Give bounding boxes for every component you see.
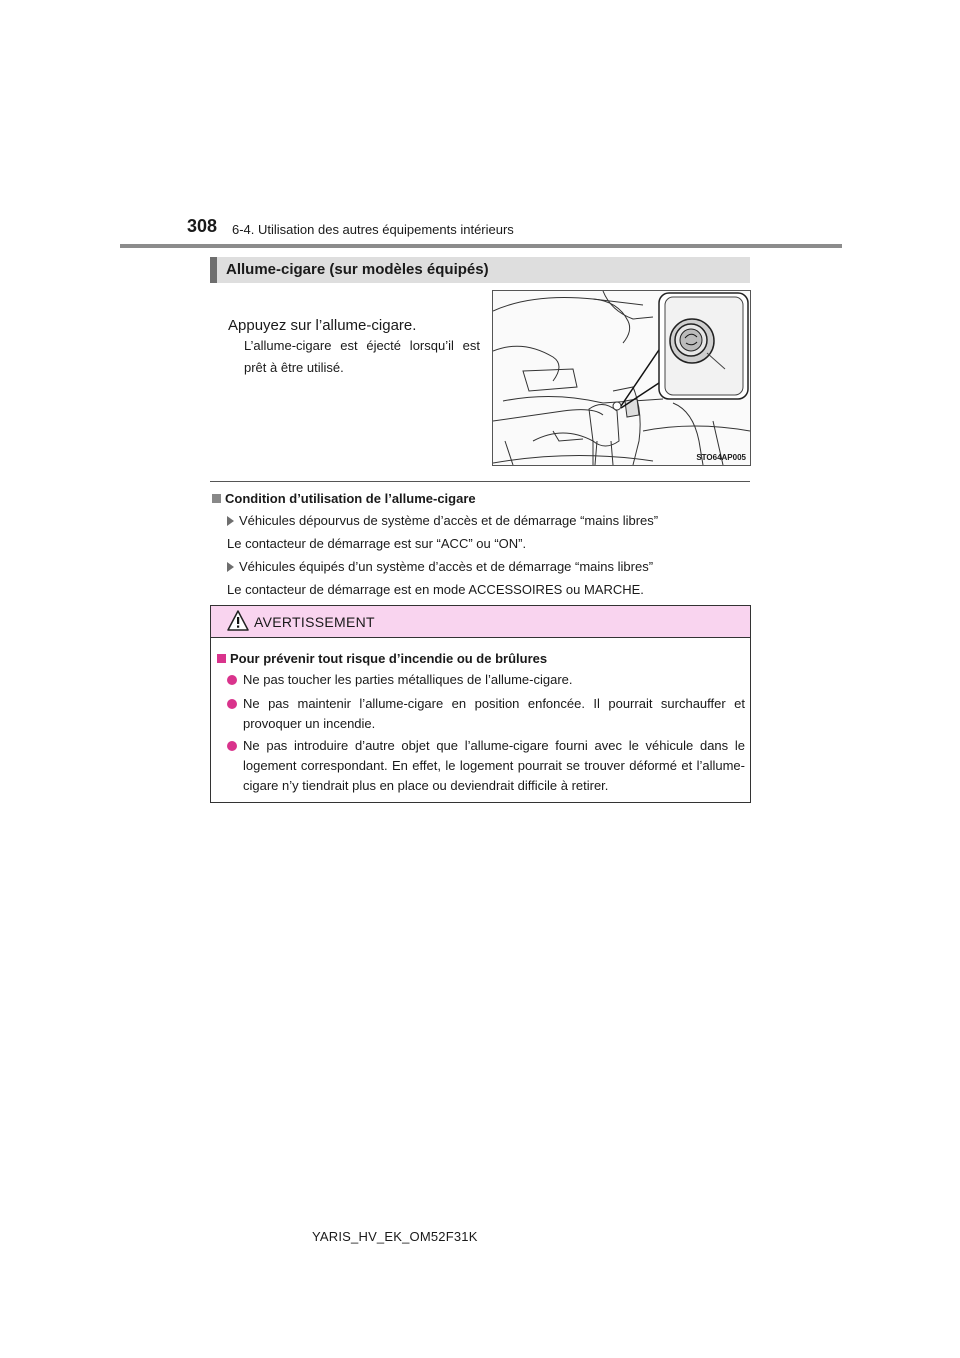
section-title-bar <box>210 257 750 283</box>
condition-heading-text: Condition d’utilisation de l’allume-cigare <box>225 491 476 506</box>
section-title: Allume-cigare (sur modèles équipés) <box>226 261 489 278</box>
warning-triangle-icon <box>227 610 249 631</box>
condition-case-1-text: Véhicules dépourvus de système d’accès et de démarrage “mains libres” <box>239 513 659 528</box>
document-code: YARIS_HV_EK_OM52F31K <box>312 1229 478 1244</box>
round-bullet-icon <box>227 699 237 709</box>
instruction-note <box>244 313 480 379</box>
triangle-marker-icon <box>227 516 234 526</box>
round-bullet-icon <box>227 741 237 751</box>
warning-subheading <box>217 651 547 666</box>
warning-title: AVERTISSEMENT <box>254 614 375 630</box>
condition-case-2-text: Véhicules équipés d’un système d’accès et de démarrage “mains libres” <box>239 559 654 574</box>
square-bullet-icon <box>212 494 221 503</box>
warning-bullet <box>227 670 745 690</box>
condition-heading <box>212 491 476 506</box>
chapter-title: 6-4. Utilisation des autres équipements intérieurs <box>232 222 514 237</box>
instruction-note-text: L’allume-cigare est éjecté lorsqu’il est prêt à être utilisé. <box>244 338 480 375</box>
page-number: 308 <box>187 216 218 236</box>
warning-header <box>211 606 750 638</box>
subsection-rule <box>210 481 750 482</box>
warning-bullet <box>227 736 745 796</box>
warning-bullet-text: Ne pas introduire d’autre objet que l’allume-cigare fourni avec le véhicule dans le logement correspondant. En effet, le logement pourrait se trouver déformé et l’allume-cigare n’y tiendrait plus en place ou deviendrait difficile à retirer. <box>243 738 745 793</box>
instruction-step: Appuyez sur l’allume-cigare. <box>228 317 417 334</box>
warning-box <box>210 605 751 803</box>
condition-case-2-detail: Le contacteur de démarrage est en mode ACCESSOIRES ou MARCHE. <box>227 582 644 597</box>
condition-case-1 <box>227 513 658 528</box>
warning-bullet <box>227 694 745 734</box>
triangle-marker-icon <box>227 562 234 572</box>
header-rule <box>120 244 842 248</box>
warning-subheading-text: Pour prévenir tout risque d’incendie ou de brûlures <box>230 651 548 666</box>
illustration-code: STO64AP005 <box>696 453 746 462</box>
condition-case-2 <box>227 559 653 574</box>
warning-bullet-text: Ne pas toucher les parties métalliques de l’allume-cigare. <box>243 672 573 687</box>
dashboard-drawing <box>493 291 750 465</box>
lighter-closeup <box>665 297 743 395</box>
square-bullet-icon <box>217 654 226 663</box>
round-bullet-icon <box>227 675 237 685</box>
cigarette-lighter-illustration <box>492 290 751 466</box>
condition-case-1-detail: Le contacteur de démarrage est sur “ACC” ou “ON”. <box>227 536 527 551</box>
warning-bullet-text: Ne pas maintenir l’allume-cigare en position enfoncée. Il pourrait surchauffer et provoquer un incendie. <box>243 696 745 731</box>
